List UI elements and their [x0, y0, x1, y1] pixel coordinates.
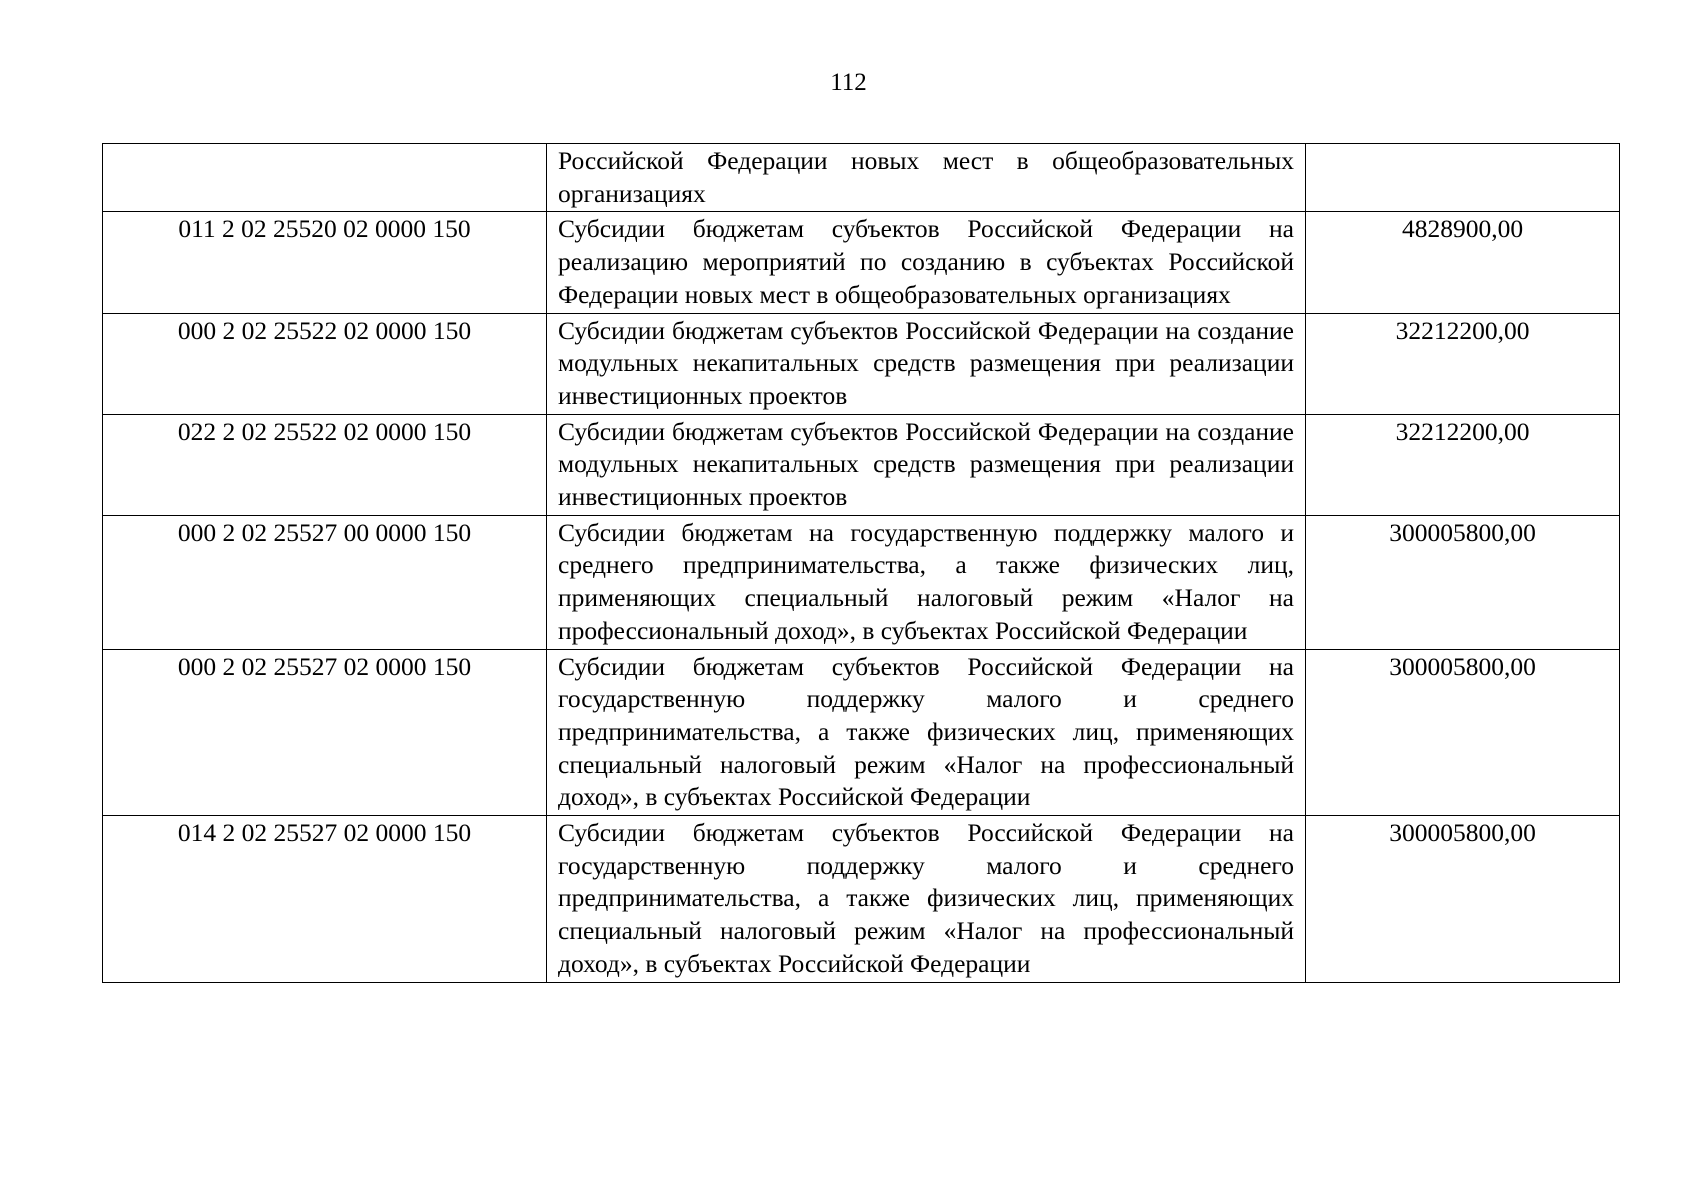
revenue-name-cell: Субсидии бюджетам субъектов Российской Федерации на государственную поддержку малого и среднего предпринимательства, а также физических лиц, применяющих специальный налоговый режим «Налог на профессиональный доход», в субъектах Российской Федерации	[547, 816, 1306, 983]
budget-code-cell	[103, 144, 547, 212]
budget-code-cell: 011 2 02 25520 02 0000 150	[103, 212, 547, 313]
revenue-name-cell: Субсидии бюджетам субъектов Российской Федерации на государственную поддержку малого и среднего предпринимательства, а также физических лиц, применяющих специальный налоговый режим «Налог на профессиональный доход», в субъектах Российской Федерации	[547, 649, 1306, 816]
revenue-name-cell: Российской Федерации новых мест в общеобразовательных организациях	[547, 144, 1306, 212]
budget-code-cell: 000 2 02 25527 00 0000 150	[103, 515, 547, 649]
budget-code-cell: 000 2 02 25522 02 0000 150	[103, 313, 547, 414]
table-row	[103, 816, 1620, 983]
amount-cell: 300005800,00	[1306, 816, 1620, 983]
table-row	[103, 144, 1620, 212]
table-row	[103, 212, 1620, 313]
amount-cell	[1306, 144, 1620, 212]
revenue-name-cell: Субсидии бюджетам субъектов Российской Федерации на реализацию мероприятий по созданию в субъектах Российской Федерации новых мест в общеобразовательных организациях	[547, 212, 1306, 313]
amount-cell: 4828900,00	[1306, 212, 1620, 313]
amount-cell: 32212200,00	[1306, 313, 1620, 414]
table-row	[103, 515, 1620, 649]
table-row	[103, 313, 1620, 414]
table-row	[103, 414, 1620, 515]
revenue-name-cell: Субсидии бюджетам на государственную поддержку малого и среднего предпринимательства, а также физических лиц, применяющих специальный налоговый режим «Налог на профессиональный доход», в субъектах Российской Федерации	[547, 515, 1306, 649]
page-number: 112	[830, 69, 867, 96]
revenue-name-cell: Субсидии бюджетам субъектов Российской Федерации на создание модульных некапитальных средств размещения при реализации инвестиционных проектов	[547, 313, 1306, 414]
amount-cell: 300005800,00	[1306, 649, 1620, 816]
revenue-name-cell: Субсидии бюджетам субъектов Российской Федерации на создание модульных некапитальных средств размещения при реализации инвестиционных проектов	[547, 414, 1306, 515]
budget-code-cell: 022 2 02 25522 02 0000 150	[103, 414, 547, 515]
amount-cell: 300005800,00	[1306, 515, 1620, 649]
table-row	[103, 649, 1620, 816]
budget-revenue-table	[102, 143, 1620, 983]
amount-cell: 32212200,00	[1306, 414, 1620, 515]
budget-code-cell: 014 2 02 25527 02 0000 150	[103, 816, 547, 983]
budget-code-cell: 000 2 02 25527 02 0000 150	[103, 649, 547, 816]
